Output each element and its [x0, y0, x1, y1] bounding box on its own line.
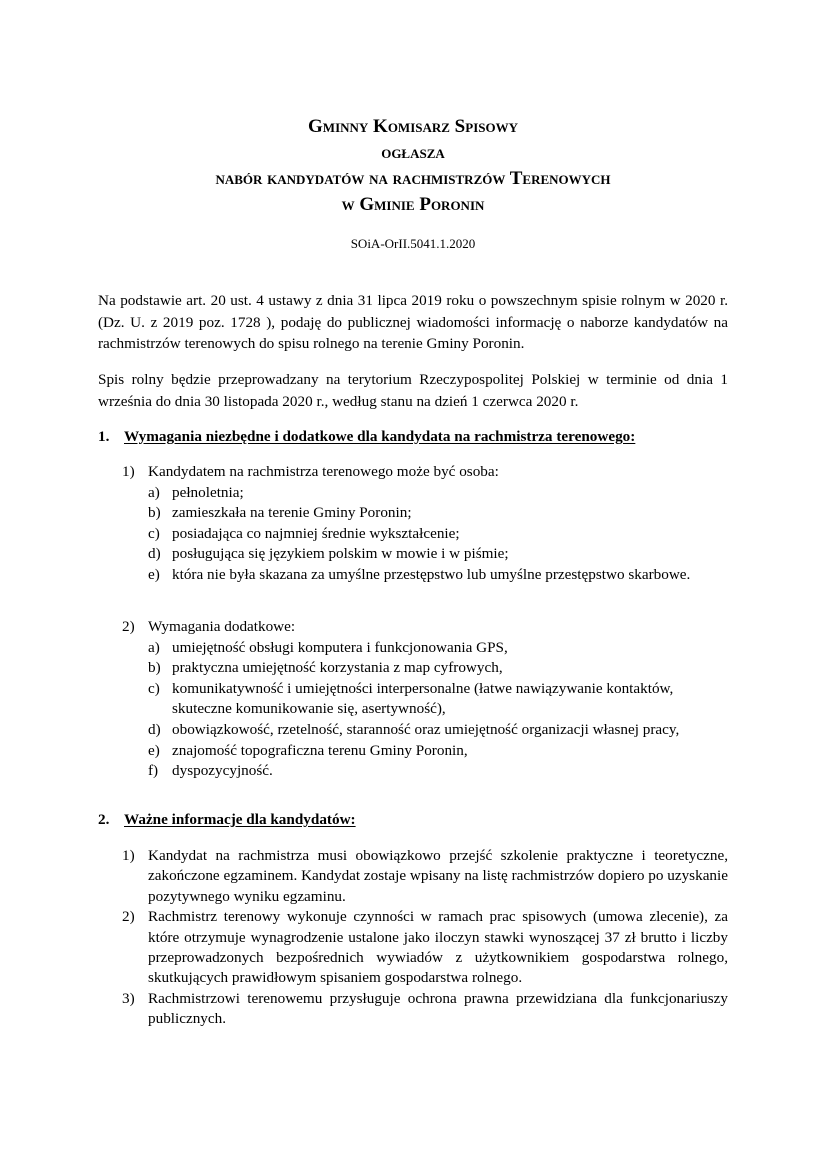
sub-list-item-text: komunikatywność i umiejętności interpersonalne (łatwe nawiązywanie kontaktów, skuteczne komunikowanie się, asertywność), [172, 679, 674, 718]
sub-list-item-text: pełnoletnia; [172, 483, 244, 501]
list-item [122, 846, 728, 907]
sub-list-marker: b) [148, 659, 161, 677]
sub-list-item-text: dyspozycyjność. [172, 762, 273, 780]
sub-list-marker: c) [148, 679, 160, 697]
list-item [122, 462, 728, 483]
reference-number: SOiA-OrII.5041.1.2020 [350, 236, 476, 251]
sub-list-item-text: która nie była skazana za umyślne przestępstwo lub umyślne przestępstwo skarbowe. [172, 565, 691, 583]
sub-list-item [122, 503, 728, 524]
list-item-text: Kandydatem na rachmistrza terenowego może być osoba: [148, 463, 499, 480]
list-item [122, 617, 728, 638]
sub-list-item [122, 524, 728, 545]
sub-list-item-text: posługująca się językiem polskim w mowie i w piśmie; [172, 545, 509, 563]
sub-list-item-text: praktyczna umiejętność korzystania z map cyfrowych, [172, 659, 503, 677]
intro-paragraph-census-period: Spis rolny będzie przeprowadzany na terytorium Rzeczypospolitej Polskiej w terminie od dnia 1 września do dnia 30 listopada 2020 r., według stanu na dzień 1 czerwca 2020 r. [98, 371, 728, 410]
sub-list-marker: d) [148, 720, 161, 738]
list-item-text: Kandydat na rachmistrza musi obowiązkowo przejść szkolenie praktyczne i teoretyczne, zakończone egzaminem. Kandydat zostaje wpisany na listę rachmistrzów dopiero po uzyskanie pozytywnego wyniku egzaminu. [148, 847, 728, 905]
sub-list-marker: a) [148, 638, 160, 656]
list-item-text: Rachmistrz terenowy wykonuje czynności w ramach prac spisowych (umowa zlecenie), za które otrzymuje wynagrodzenie ustalone jako iloczyn stawki wynoszącej 37 zł brutto i liczby przeprowadzonych bezpośrednich wywiadów z użytkownikiem gospodarstwa rolnego, skutkujących prawidłowym spisaniem gospodarstwa rolnego. [148, 908, 728, 987]
important-info-list [122, 846, 728, 1030]
section-heading-important-info [98, 809, 738, 830]
section-heading-requirements [98, 426, 738, 447]
intro-paragraph-legal-basis: Na podstawie art. 20 ust. 4 ustawy z dnia 31 lipca 2019 roku o powszechnym spisie rolnym w 2020 r. (Dz. U. z 2019 poz. 1728 ), podaję do publicznej wiadomości informację o naborze kandydatów na rachmistrzów terenowych do spisu rolnego na terenie Gminy Poronin. [98, 292, 728, 352]
sub-list-item [122, 720, 728, 741]
sub-list-marker: d) [148, 545, 161, 563]
additional-requirements-list [122, 617, 728, 782]
title-line-announces: ogłasza [381, 142, 445, 163]
section-number: 2. [98, 811, 110, 828]
section-number: 1. [98, 428, 110, 445]
title-line-municipality: w Gminie Poronin [341, 194, 485, 215]
sub-list-item-text: znajomość topograficzna terenu Gminy Poronin, [172, 741, 468, 759]
sub-list-item-text: umiejętność obsługi komputera i funkcjonowania GPS, [172, 638, 508, 656]
sub-list-marker: a) [148, 483, 160, 501]
announcement-title [0, 114, 826, 218]
sub-list-item [122, 565, 728, 586]
sub-list-marker: e) [148, 741, 160, 759]
title-line-recruitment: nabór kandydatów na rachmistrzów Terenowych [215, 168, 611, 189]
title-line-authority: Gminny Komisarz Spisowy [308, 116, 518, 137]
list-item [122, 907, 728, 989]
list-item-text: Rachmistrzowi terenowemu przysługuje ochrona prawna przewidziana dla funkcjonariuszy publicznych. [148, 989, 728, 1028]
list-marker: 1) [122, 847, 135, 864]
sub-list-item [122, 638, 728, 659]
required-qualifications-list [122, 462, 728, 586]
section-title: Ważne informacje dla kandydatów: [124, 811, 356, 828]
list-marker: 1) [122, 463, 135, 480]
sub-list-marker: e) [148, 565, 160, 583]
list-item [122, 989, 728, 1030]
section-title: Wymagania niezbędne i dodatkowe dla kandydata na rachmistrza terenowego: [124, 428, 636, 445]
sub-list-marker: b) [148, 504, 161, 522]
sub-list-marker: f) [148, 762, 159, 780]
sub-list-item [122, 679, 728, 720]
sub-list-item [122, 483, 728, 504]
sub-list-item-text: posiadająca co najmniej średnie wykształcenie; [172, 524, 460, 542]
sub-list-item-text: zamieszkała na terenie Gminy Poronin; [172, 504, 412, 522]
sub-list-item [122, 658, 728, 679]
sub-list-item-text: obowiązkowość, rzetelność, staranność oraz umiejętność organizacji własnej pracy, [172, 720, 680, 738]
list-item-text: Wymagania dodatkowe: [148, 618, 296, 635]
list-marker: 3) [122, 989, 135, 1007]
sub-list-item [122, 741, 728, 762]
list-marker: 2) [122, 908, 135, 926]
sub-list-item [122, 761, 728, 782]
sub-list-marker: c) [148, 524, 160, 542]
sub-list-item [122, 544, 728, 565]
list-marker: 2) [122, 618, 135, 635]
